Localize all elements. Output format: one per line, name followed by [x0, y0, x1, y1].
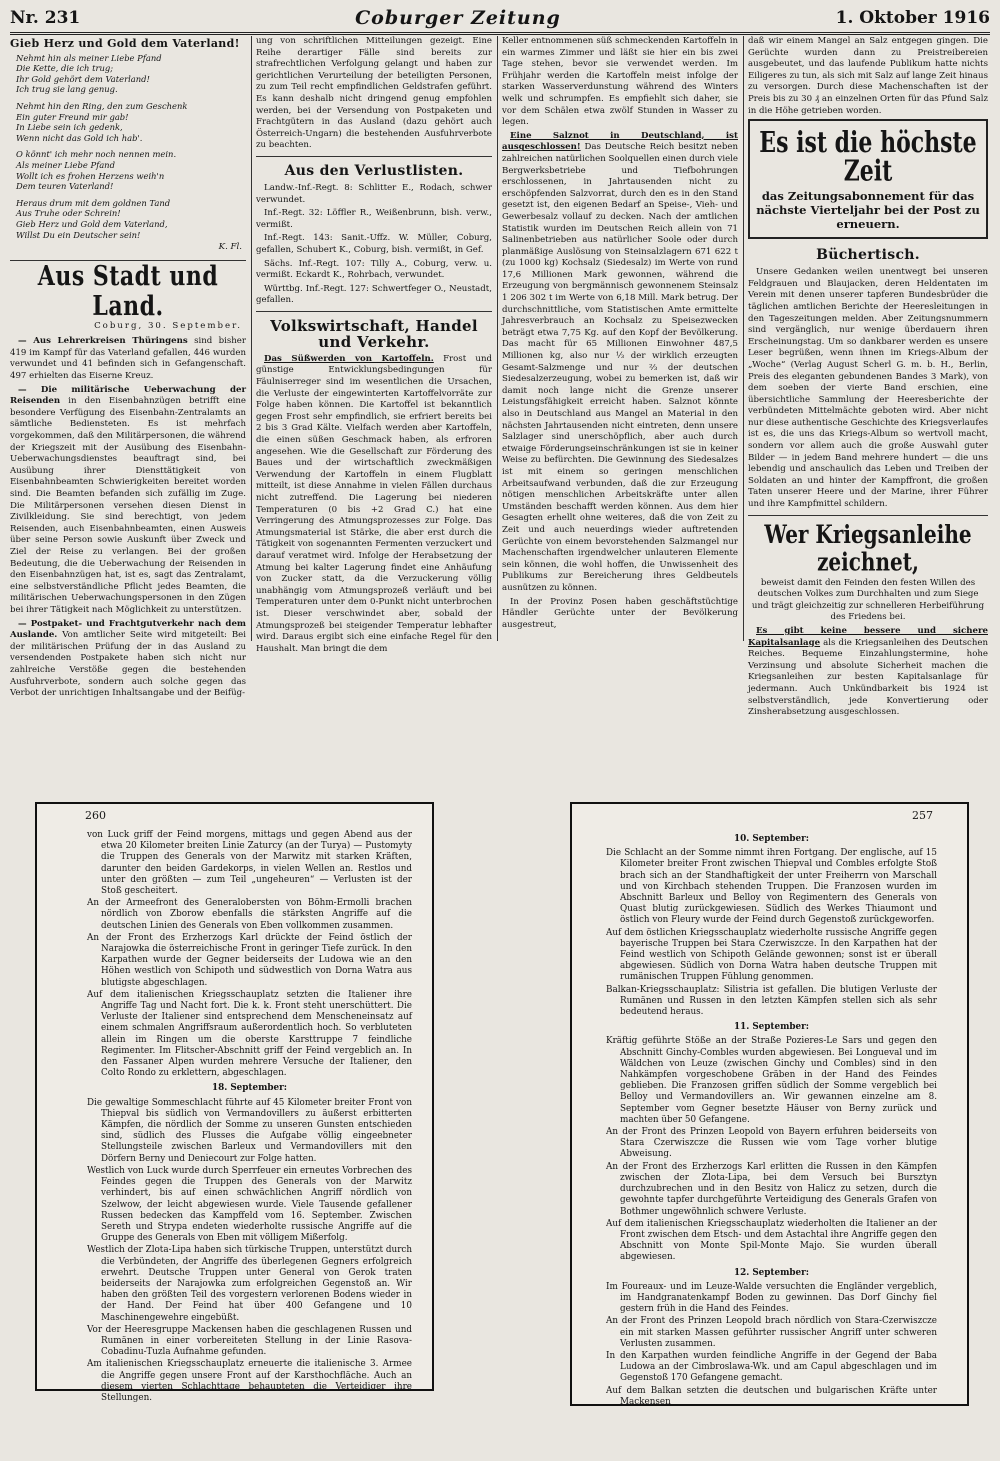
- report-entry: Im Foureaux- und im Leuze-Walde versuchten die Engländer vergeblich, im Handgranatenkampf Boden zu gewinnen. Das Dorf Ginchy fiel gestern früh in die Hand des Feindes.: [606, 1281, 937, 1315]
- column-2: [256, 36, 493, 654]
- poem: [16, 53, 246, 241]
- column-rule: [497, 36, 498, 641]
- poem-stanza-1: [16, 53, 246, 95]
- divider: [256, 311, 492, 312]
- report-date: 11. September:: [733, 1022, 810, 1033]
- report-entry: Vor der Heeresgruppe Mackensen haben die geschlagenen Russen und Rumänen in einer vorbereiteten Stellung in der Linie Rasova-Cobadinu-Tuzla Aufnahme gefunden.: [87, 1324, 412, 1358]
- article-paragraph: [10, 385, 246, 617]
- poem-line: O könnt' ich mehr noch nennen mein.: [16, 149, 177, 160]
- casualty-entry: Inf.-Regt. 32: Löffler R., Weißenbrunn, bish. verw., vermißt.: [256, 208, 492, 230]
- report-entry: Auf dem Balkan setzten die deutschen und bulgarischen Kräfte unter Mackensen: [606, 1385, 937, 1407]
- casualty-entry: Landw.-Inf.-Regt. 8: Schlitter E., Rodach, schwer verwundet.: [256, 182, 492, 205]
- paragraph-body: Von amtlicher Seite wird mitgeteilt: Bei der militärischen Prüfung der in das Ausland zu versendenden Postpakete haben sich nicht nur zahlreiche Verstöße gegen die bestehenden Ausfuhrverbote, sondern auch solche gegen das Verbot der unrichtigen Inhaltsangabe und der Beifüg-: [10, 630, 246, 699]
- poem-line: Gieb Herz und Gold dem Vaterland,: [16, 218, 168, 229]
- chronicle-panel-260: [35, 802, 434, 1403]
- report-entry: An der Front des Erzherzogs Karl drückte der Feind östlich der Narajowka die österreichische Front in geringer Tiefe zurück. In den Karpathen wurde der Gegner beiderseits der Ludowa wie an den Höhen westlich von Schipoth und südwestlich von Dorna Watra aus blutigste abgeschlagen.: [87, 932, 412, 988]
- article-paragraph: [10, 619, 246, 700]
- article-paragraph: In der Provinz Posen haben geschäftstüchtige Händler Gerüchte unter der Bevölkerung ausgestreut,: [502, 596, 738, 630]
- report-entry: Westlich der Zlota-Lipa haben sich türkische Truppen, unterstützt durch die Verbündeten, der Angriffe des überlegenen Gegners erfolgreich erwehrt. Deutsche Truppen unter General von Gerok traten beiderseits der Narajowka zum erfolgreichen Gegenstoß an. Wir haben den größten Teil des vorgestern verlorenen Bodens wieder in der Hand. Der Feind hat über 400 Gefangene und 10 Maschinengewehre eingebüßt.: [87, 1245, 412, 1323]
- report-entry: Kräftig geführte Stöße an der Straße Pozieres-Le Sars und gegen den Abschnitt Ginchy-Combles wurden abgewiesen. Bei Longueval und im Wäldchen von Leuze (zwischen Ginchy und Combles) sind in den Nahkämpfen vorgeschobene Gräben in der Hand des Feindes geblieben. Die Franzosen griffen südlich der Somme vergeblich bei Belloy und Vermandovillers an. Wir gewannen einzelne am 8. September vom Gegner besetzte Häuser von Berny zurück und machten über 50 Gefangene.: [606, 1036, 937, 1125]
- report-entry: Auf dem östlichen Kriegsschauplatz wiederholte russische Angriffe gegen bayerische Truppen bei Stara Czerwiszcze. In den Karpathen hat der Feind westlich von Schipoth Gelände gewonnen; sonst ist er überall abgewiesen. Südlich von Dorna Watra haben deutsche Truppen mit rumänischen Truppen Fühlung genommen.: [606, 927, 937, 983]
- report-entry: Auf dem italienischen Kriegsschauplatz setzten die Italiener ihre Angriffe Tag und Nacht fort. Die k. k. Front steht unerschüttert. Die Verluste der Italiener sind entsprechend dem Menscheneinsatz auf einem schmalen Angriffsraum außerordentlich hoch. So verbluteten allein im Ringen um die oberste Karsttruppe 7 feindliche Regimenter. Im Flitscher-Abschnitt griff der Feind vergeblich an. In den Fassaner Alpen wurden mehrere Versuche der Italiener, den Colto Rondo zu erklettern, abgeschlagen.: [87, 989, 412, 1079]
- casualty-entry: Württbg. Inf.-Regt. 127: Schwertfeger O., Neustadt, gefallen.: [256, 283, 492, 306]
- poem-line: In Liebe sein ich gedenk,: [16, 122, 123, 133]
- war-bond-heading: Wer Kriegsanleihe zeichnet,: [764, 518, 972, 577]
- poem-line: Nehmt hin den Ring, den zum Geschenk: [16, 100, 188, 111]
- section-heading: Volkswirtschaft, Handel und Verkehr.: [270, 316, 478, 351]
- paragraph-lead: Es gibt keine bessere und sichere Kapitalsanlage: [748, 626, 988, 648]
- paragraph-body: als die Kriegsanleihen des Deutschen Reiches. Bequeme Einzahlungstermine, hohe Verzinsung und absolute Sicherheit machen die Kriegsanleihen zur besten Kapitalsanlage für jedermann. Auch Unkündbarkeit bis 1924 ist selbstverständlich, jede Konvertierung oder Zinsherabsetzung ausgeschlossen.: [748, 637, 988, 718]
- paragraph-lead: — Aus Lehrerkreisen Thüringens: [18, 336, 188, 347]
- poem-line: Dem teuren Vaterland!: [16, 181, 114, 192]
- poem-line: Nehmt hin als meiner Liebe Pfand: [16, 52, 162, 63]
- subscription-notice-box: [748, 119, 988, 239]
- article-paragraph: Keller entnommenen süß schmeckenden Kartoffeln in ein warmes Zimmer und läßt sie hier ein bis zwei Tage stehen, bevor sie verwendet werden. Im Frühjahr werden die Kartoffeln meist infolge der starken Wasserverdunstung während des Winters welk und schrumpfen. Es empfiehlt sich daher, sie vor dem Schälen etwa zwölf Stunden in Wasser zu legen.: [502, 36, 738, 128]
- paragraph-body: sind bisher 419 im Kampf für das Vaterland gefallen, 446 wurden verwundet und 41 befinden sich in Gefangenschaft. 497 erhielten das Eiserne Kreuz.: [10, 336, 247, 382]
- report-entry: Balkan-Kriegsschauplatz: Silistria ist gefallen. Die blutigen Verluste der Rumänen und Russen in den letzten Kämpfen stellen sich als sehr bedeutend heraus.: [606, 984, 937, 1018]
- poem-stanza-3: [16, 149, 246, 191]
- report-entry: Westlich von Luck wurde durch Sperrfeuer ein erneutes Vorbrechen des Feindes gegen die Truppen des Generals von der Marwitz verhindert, bis auf einen schwächlichen Angriff nördlich von Szelwow, der leicht abgewiesen wurde. Viele Tausende gefallener Russen bedecken das Kampffeld vom 16. September. Zwischen Sereth und Strypa endeten wiederholte russische Angriffe auf die Gruppe des Generals von Eben mit völligem Mißerfolg.: [87, 1165, 412, 1244]
- poem-line: Wenn nicht das Gold ich hab'.: [16, 132, 143, 143]
- report-entry: An der Front des Erzherzogs Karl erlitten die Russen in den Kämpfen zwischen der Zlota-Lipa, bei dem Versuch bei Bursztyn durchzubrechen und in den Besitz von Halicz zu setzen, durch die gewohnte tapfer durchgeführte Verteidigung des Generals Grafen von Bothmer ungewöhnlich schwere Verluste.: [606, 1161, 937, 1217]
- poem-line: Die Kette, die ich trug;: [16, 63, 114, 74]
- newspaper-title: Coburger Zeitung: [355, 7, 561, 29]
- report-entry: In den Karpathen wurden feindliche Angriffe in der Gegend der Baba Ludowa an der Cimbroslawa-Wk. und am Capul abgeschlagen und im Gegenstoß 170 Gefangene gemacht.: [606, 1350, 937, 1384]
- paragraph-body: Frost und günstige Entwicklungsbedingungen für Fäulniserreger sind im wesentlichen die Ursachen, die Verluste der eingewinterten Kartoffelvorräte zur Folge haben können. Die Kartoffel ist bekanntlich gegen Frost sehr empfindlich, sie erfriert bereits bei 2 bis 3 Grad Kälte. Vielfach werden aber Kartoffeln, die einen süßen Geschmack haben, als erfroren angesehen. Wie die Gesellschaft zur Förderung des Baues und der wirtschaftlich zweckmäßigen Verwendung der Kartoffeln in einem Flugblatt mitteilt, ist diese Annahme in vielen Fällen durchaus nicht zutreffend. Die Lagerung bei niederen Temperaturen (0 bis +2 Grad C.) hat eine Verringerung des Atmungsprozesses zur Folge. Das Atmungsmaterial ist Stärke, die aber erst durch die Tätigkeit von sogenannten Fermenten verzuckert und darauf veratmet wird. Infolge der Herabsetzung der Atmung bei kalter Lagerung findet eine Anhäufung von Zucker statt, da die Verzuckerung völlig unabhängig vom Atmungsprozeß verläuft und bei Temperaturen unter dem 0-Punkt nicht unterbrochen ist. Dieser verschwindet aber, sobald der Atmungsprozeß bei steigender Temperatur lebhafter wird. Daraus ergibt sich eine einfache Regel für den Haushalt. Man bringt die dem: [256, 353, 493, 654]
- poem-stanza-4: [16, 198, 246, 240]
- issue-number: Nr. 231: [10, 8, 81, 28]
- issue-date: 1. Oktober 1916: [835, 8, 990, 28]
- dateline: Coburg, 30. September.: [94, 320, 242, 331]
- column-3: [502, 36, 738, 636]
- report-date: 12. September:: [733, 1267, 810, 1278]
- chronicle-panel-257: [570, 802, 969, 1406]
- page-number: 257: [912, 809, 933, 822]
- poem-title: Gieb Herz und Gold dem Vaterland!: [10, 37, 240, 50]
- section-heading: Aus Stadt und Land.: [37, 259, 219, 322]
- article-paragraph: ung von schriftlichen Mitteilungen gezeigt. Eine Reihe derartiger Fälle sind bereits zur strafrechtlichen Verfolgung gelangt und haben zur gerichtlichen Verurteilung der beteiligten Personen, zu zum Teil recht empfindlichen Geldstrafen geführt. Es kann deshalb nicht dringend genug empfohlen werden, bei der Versendung von Postpaketen und Frachtgütern in das Ausland (dazu gehört auch Österreich-Ungarn) die bestehenden Ausfuhrverbote zu beachten.: [256, 36, 492, 151]
- paragraph-lead: — Die militärische Ueberwachung der Reisenden: [10, 384, 246, 407]
- poem-line: Willst Du ein Deutscher sein!: [16, 229, 141, 240]
- report-entry: Auf dem italienischen Kriegsschauplatz wiederholten die Italiener an der Front zwischen dem Etsch- und dem Astachtal ihre Angriffe gegen den Abschnitt von Monte Spil-Monte Majo. Sie wurden überall abgewiesen.: [606, 1218, 937, 1263]
- panel-text: [606, 830, 937, 1407]
- divider: [256, 156, 492, 157]
- poem-line: Ich trug sie lang genug.: [16, 84, 118, 95]
- report-entry: An der Armeefront des Generalobersten von Böhm-Ermolli brachen nördlich von Zborow ebenfalls die stärksten Angriffe auf die deutschen Linien des Generals von Eben vollkommen zusammen.: [87, 898, 412, 931]
- report-entry: Am italienischen Kriegsschauplatz erneuerte die italienische 3. Armee die Angriffe gegen unsere Front auf der Karsthochfläche. Auch an diesem vierten Schlachttage behaupteten die Verteidiger ihre Stellungen.: [87, 1359, 412, 1403]
- column-1: [10, 36, 247, 699]
- poem-line: Als meiner Liebe Pfand: [16, 159, 115, 170]
- report-entry: Die Schlacht an der Somme nimmt ihren Fortgang. Der englische, auf 15 Kilometer breiter Front zwischen Thiepval und Combles erfolgte Stoß brach sich an der Standhaftigkeit der unter Freiherrn von Marschall und von Kirchbach stehenden Truppen. Die Franzosen wurden im Abschnitt Barleux und Belloy von Regimentern des Generals von Quast blutig zurückgewiesen. Südlich des Werkes Thiaumont und östlich von Fleury wurde der Feind durch Gegenstoß zurückgeworfen.: [606, 848, 937, 926]
- casualty-entry: Inf.-Regt. 143: Sanit.-Uffz. W. Müller, Coburg, gefallen, Schubert K., Coburg, bish. vermißt, in Gef.: [256, 233, 492, 255]
- panel-text: [87, 830, 412, 1403]
- report-date: 10. September:: [733, 834, 810, 844]
- notice-text: das Zeitungsabonnement für das nächste Vierteljahr bei der Post zu erneuern.: [756, 189, 980, 232]
- section-heading: Büchertisch.: [816, 247, 920, 264]
- column-rule: [251, 36, 252, 641]
- report-entry: An der Front des Prinzen Leopold brach nördlich von Stara-Czerwiszcze ein mit starken Massen geführter russischer Angriff unter schweren Verlusten zusammen.: [606, 1316, 937, 1349]
- poem-signature: K. Fl.: [218, 242, 242, 253]
- report-entry: Die gewaltige Sommeschlacht führte auf 45 Kilometer breiter Front von Thiepval bis südlich von Vermandovillers zu äußerst erbitterten Kämpfen, die nördlich der Somme zu unseren Gunsten entschieden sind, südlich des Flusses die Aufgabe völlig eingeebneter Stellungsteile zwischen Barleux und Vermandovillers mit den Dörfern Berny und Deniecourt zur Folge hatten.: [87, 1097, 412, 1164]
- section-heading: Aus den Verlustlisten.: [284, 162, 464, 179]
- paragraph-lead: Das Süßwerden von Kartoffeln.: [264, 353, 434, 364]
- poem-stanza-2: [16, 101, 246, 143]
- report-date: 18. September:: [211, 1083, 288, 1094]
- column-rule: [743, 36, 744, 641]
- paragraph-lead: — Postpaket- und Frachtgutverkehr nach dem Auslande.: [10, 618, 246, 641]
- notice-heading: Es ist die höchste Zeit: [759, 125, 977, 189]
- article-paragraph: Unsere Gedanken weilen unentwegt bei unseren Feldgrauen und Blaujacken, deren Heldentaten im Verein mit denen unserer tapferen Bundesbrüder die täglichen amtlichen Berichte der Heeresleitungen in den Tageszeitungen melden. Aber Zeitungsnummern sind vergänglich, nur wenige überdauern ihren Erscheinungstag. Um so dankbarer werden es unsere Leser begrüßen, wenn ihnen im Kriegs-Album der „Woche“ (Verlag August Scherl G. m. b. H., Berlin, Preis des eleganten gebundenen Bandes 3 Mark), von dem soeben der vierte Band erschien, eine übersichtliche Sammlung der Heeresberichte der verbündeten Mittelmächte geboten wird. Aber nicht nur diese authentische Geschichte des Kriegsverlaufes ist es, die uns das Kriegs-Album so wertvoll macht, sondern vor allem auch die große Auswahl guter Bilder — in jedem Band mehrere hundert — die uns lebendig und anschaulich das Leben und Treiben der Soldaten an und hinter der Kampffront, die großen Taten unserer Heere und der Marine, ihrer Führer und ihre Kampfmittel schildern.: [748, 267, 988, 510]
- war-bond-text: beweist damit den Feinden den festen Willen des deutschen Volkes zum Durchhalten und zum Siege und trägt gleichzeitig zur schnelleren Herbeiführung des Friedens bei.: [751, 577, 985, 623]
- page-number: 260: [85, 809, 106, 822]
- war-bond-text: [748, 626, 988, 719]
- poem-line: Heraus drum mit dem goldnen Tand: [16, 197, 171, 208]
- report-entry: von Luck griff der Feind morgens, mittags und gegen Abend aus der etwa 20 Kilometer breiten Linie Zaturcy (an der Turya) — Pustomyty die Truppen des Generals von der Marwitz mit starken Kräften, darunter den beiden Gardekorps, in vielen Wellen an. Restlos und unter den größten — zum Teil „ungeheuren“ — Verlusten ist der Stoß gescheitert.: [87, 830, 412, 897]
- article-paragraph: [256, 354, 492, 655]
- poem-line: Ein guter Freund mir gab!: [16, 111, 129, 122]
- article-paragraph: [502, 131, 738, 595]
- column-4: [748, 36, 988, 718]
- divider: [748, 515, 988, 516]
- paragraph-body: Das Deutsche Reich besitzt neben zahlreichen natürlichen Soolquellen einen durch viele Bergwerksbetriebe und Tiefbohrungen erschlossenen, in Jahrtausenden nicht zu erschöpfenden Salzvorrat, durch den es in den Stand gesetzt ist, den eigenen Bedarf an Speise-, Vieh- und Gewerbesalz vollauf zu decken. Nach der amtlichen Statistik wurden im Deutschen Reich allein von 71 Salinenbetrieben aus natürlicher Soole oder durch planmäßige Auslösung von Steinsalzlagern 671 622 t (zu 1000 kg) Kochsalz (Siedesalz) im Werte von rund 17,6 Millionen Mark gewonnen, während die Erzeugung von bergmännisch gewonnenem Steinsalz 1 206 302 t im Werte von 6,18 Mill. Mark betrug. Der durchschnittliche, vom Statistischen Amte ermittelte Jahresverbrauch an Kochsalz zu Speisezwecken beträgt etwa 7,75 Kg. auf den Kopf der Bevölkerung. Das macht für 65 Millionen Einwohner 487,5 Millionen kg, also nur ⅓ der wirklich erzeugten Gesamt-Salzmenge und nur ⅔ der deutschen Siedesalzerzeugung, wobei zu bemerken ist, daß wir damit noch lange nicht die Grenze unserer Leistungsfähigkeit erreicht haben. Salznot könnte also in Deutschland aus Mangel an Material in den nächsten Jahrtausenden nicht eintreten, denn unsere Salzlager sind unerschöpflich, aber auch durch etwaige Förderungseinschränkungen ist sie in keiner Weise zu befürchten. Die Gewinnung des Siedesalzes ist mit einem so geringen menschlichen Arbeitsaufwand verbunden, daß die zur Erzeugung nötigen menschlichen Arbeitskräfte unter allen Umständen beschafft werden können. Aus dem hier Gesagten erhellt ohne weiteres, daß die von Zeit zu Zeit und auch neuerdings wieder auftretenden Gerüchte von einem bevorstehenden Salzmangel nur Machenschaften irgendwelcher unlauteren Elemente sein können, die wohl hoffen, die Unwissenheit des Publikums zur Bereicherung ihres Geldbeutels ausnützen zu können.: [502, 142, 739, 593]
- poem-line: Aus Truhe oder Schrein!: [16, 208, 121, 219]
- report-entry: An der Front des Prinzen Leopold von Bayern erfuhren beiderseits von Stara Czerwiszcze die Russen wie vom Tage vorher blutige Abweisung.: [606, 1127, 937, 1160]
- casualty-entry: Sächs. Inf.-Regt. 107: Tilly A., Coburg, verw. u. vermißt. Eckardt K., Rohrbach, verwundet.: [256, 258, 492, 281]
- poem-line: Wollt ich es frohen Herzens weih'n: [16, 170, 165, 181]
- masthead: [10, 4, 990, 35]
- article-paragraph: [10, 336, 246, 382]
- paragraph-lead: Eine Salznot in Deutschland, ist ausgeschlossen!: [502, 130, 738, 153]
- article-paragraph: daß wir einem Mangel an Salz entgegen gingen. Die Gerüchte wurden dann zu Preistreibereien ausgebeutet, und das laufende Publikum hatte nichts Eiligeres zu tun, als sich mit Salz auf lange Zeit hinaus zu versorgen. Durch diese Machenschaften ist der Preis bis zu 30 ₰ an einzelnen Orten für das Pfund Salz in die Höhe getrieben worden.: [748, 36, 988, 116]
- paragraph-body: in den Eisenbahnzügen betrifft eine besondere Verfügung des Eisenbahn-Zentralamts an sämtliche Bediensteten. Es ist mehrfach vorgekommen, daß den Militärpersonen, die während der Kriegszeit mit der Ausübung des Eisenbahn-Ueberwachungsdienstes beauftragt sind, bei Ausübung ihrer Diensttätigkeit von Eisenbahnbeamten Schwierigkeiten bereitet worden sind. Die Beamten befanden sich zufällig im Zuge. Die Militärpersonen versehen diesen Dienst in Zivilkleidung. Sie sind berechtigt, von jedem Reisenden, auch Eisenbahnbeamten, einen Ausweis über seine Person sowie Auskunft über Zweck und Ziel der Reise zu verlangen. Bei der großen Bedeutung, die die Ueberwachung der Reisenden in den Eisenbahnzügen hat, ist es, sagt das Zentralamt, eine selbstverständliche Pflicht jedes Beamten, die militärischen Ueberwachungspersonen in den Zügen bei ihrer Tätigkeit nach Möglichkeit zu unterstützen.: [10, 396, 246, 615]
- poem-line: Ihr Gold gehört dem Vaterland!: [16, 73, 150, 84]
